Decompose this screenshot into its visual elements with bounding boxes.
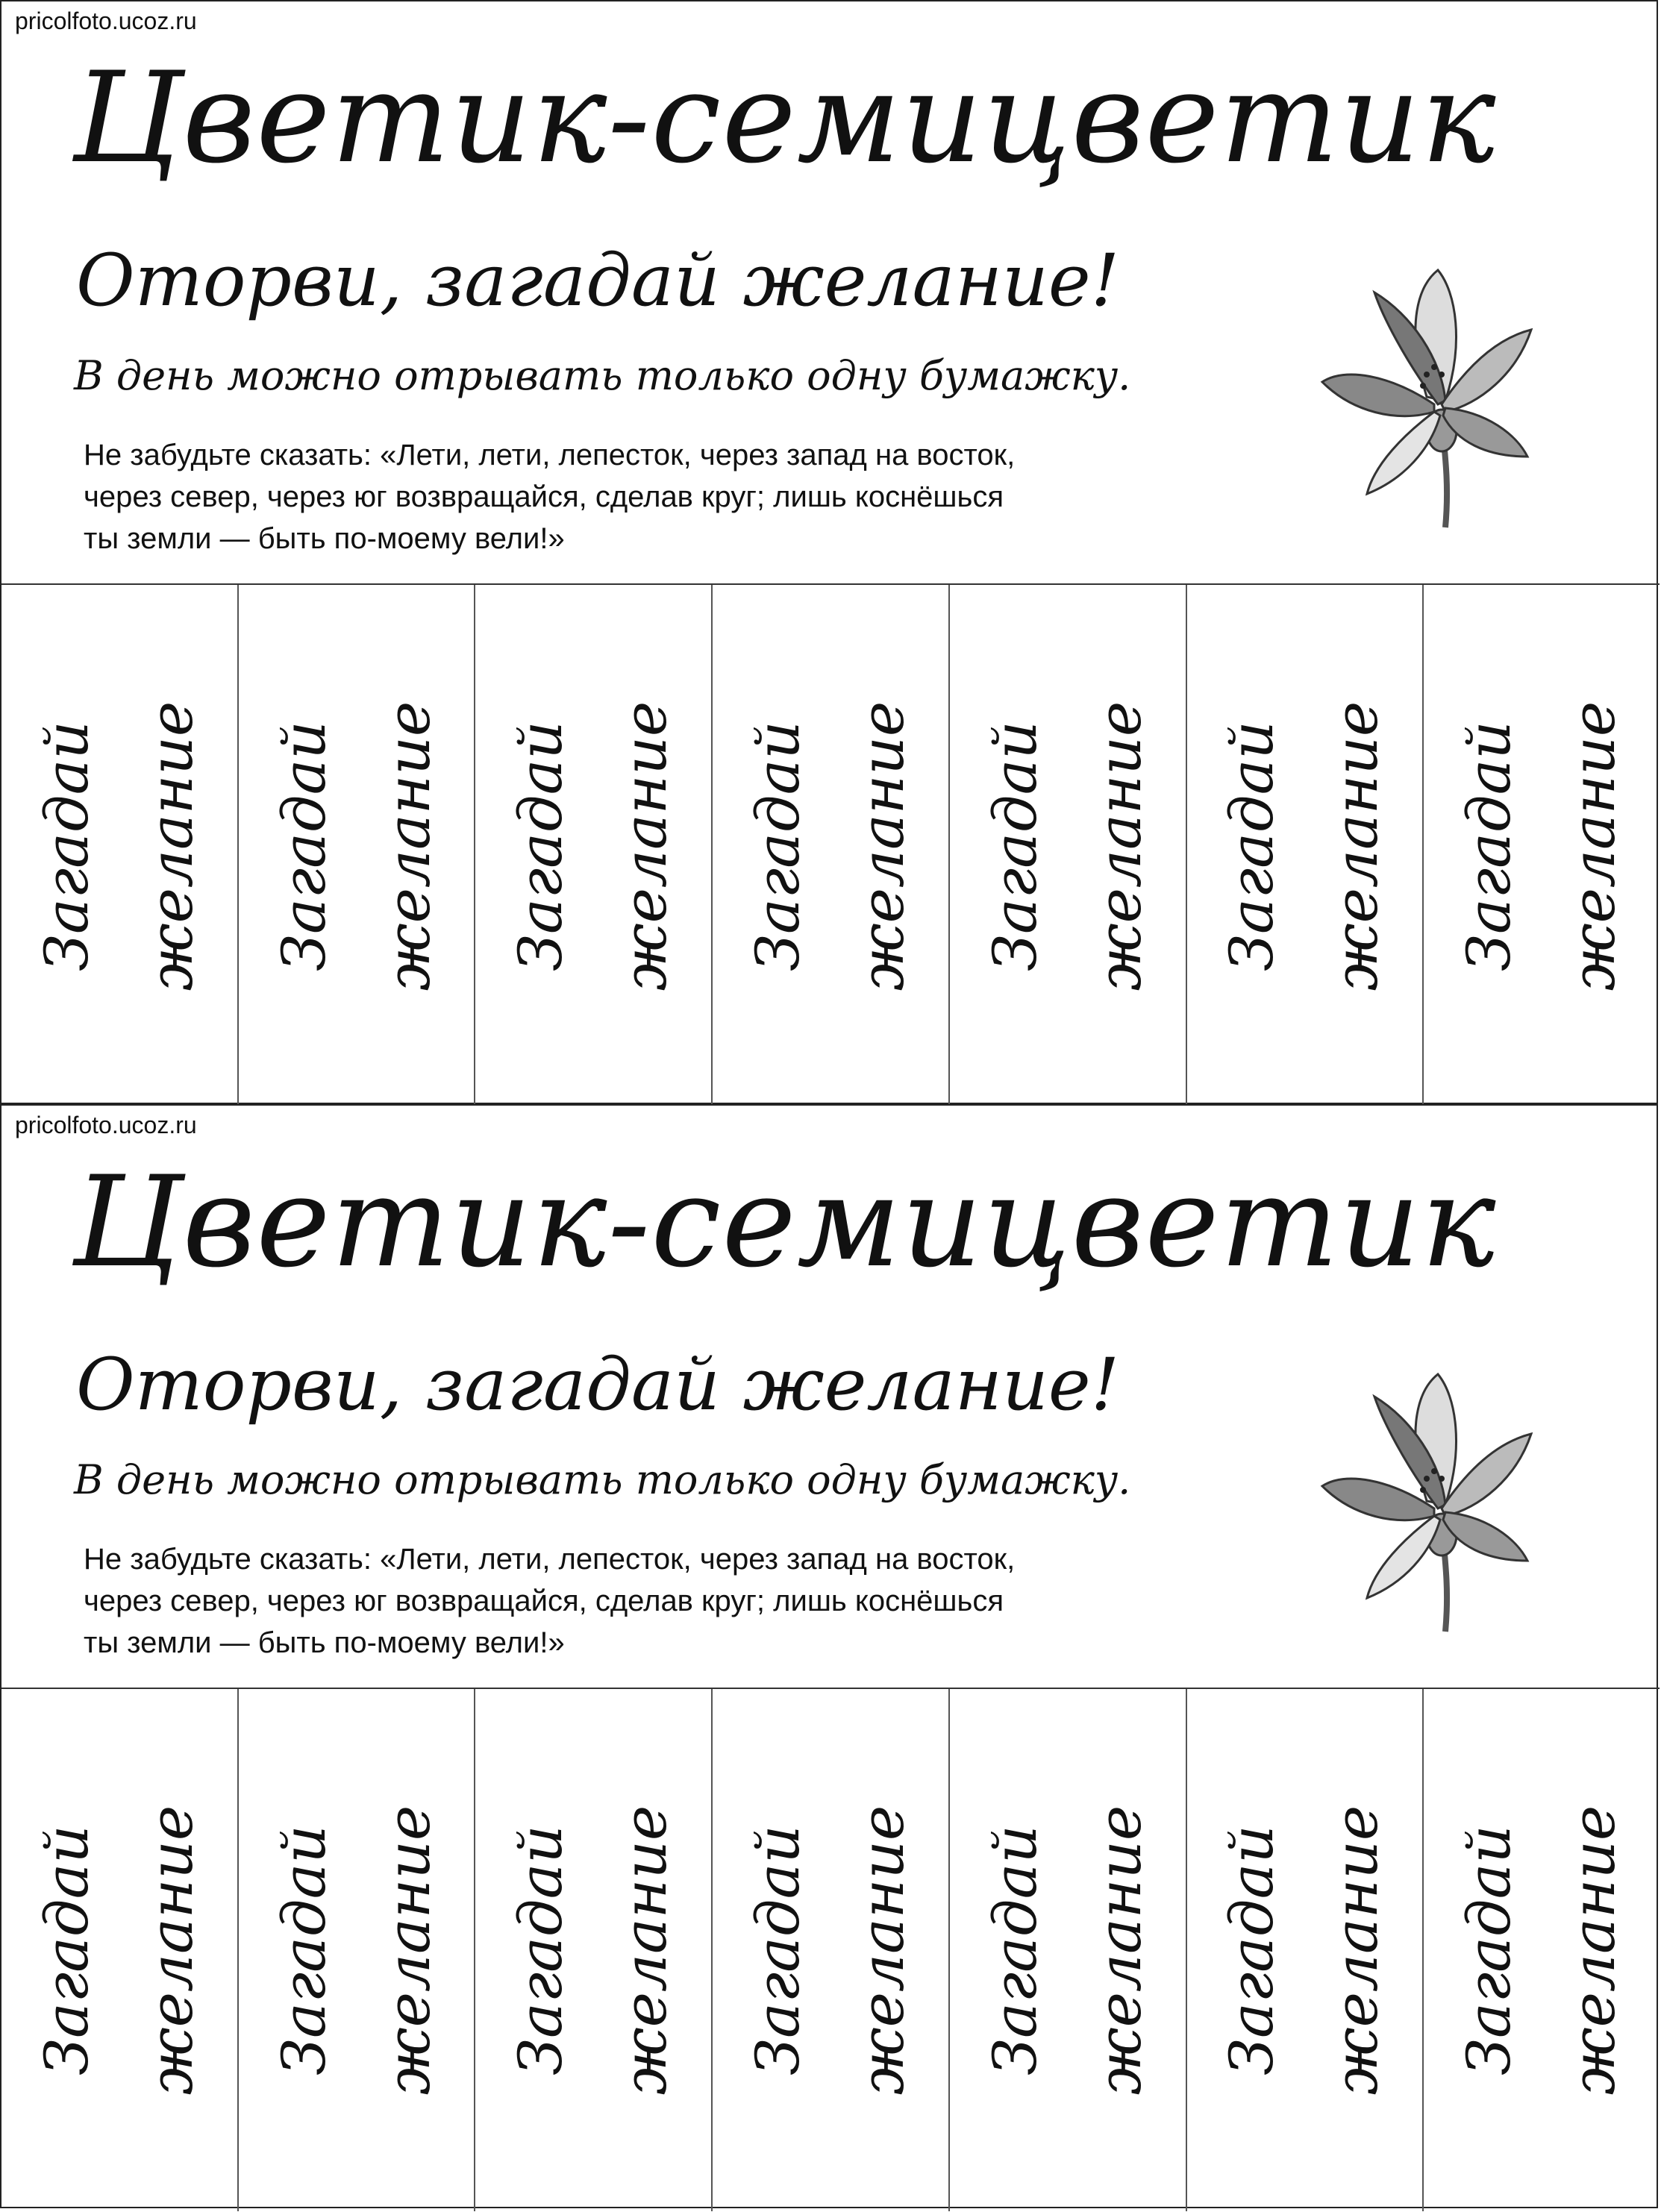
tear-off-tab[interactable] <box>474 585 711 1107</box>
tab-line-1: Загадай <box>980 721 1050 971</box>
tab-line-1: Загадай <box>269 1825 339 2075</box>
tab-line-1: Загадай <box>1217 721 1287 971</box>
flower-icon <box>1315 1367 1539 1635</box>
tear-off-tab[interactable] <box>711 1689 948 2211</box>
tear-off-tab[interactable] <box>237 1689 475 2211</box>
tab-line-2: желание <box>610 701 681 991</box>
instruction-line: через север, через юг возвращайся, сделав круг; лишь коснёшься <box>84 1585 1004 1617</box>
instruction-line: ты земли — быть по-моему вели!» <box>84 1626 565 1659</box>
tab-line-1: Загадай <box>506 1825 576 2075</box>
tab-line-1: Загадай <box>1454 721 1524 971</box>
tear-off-tab[interactable] <box>948 585 1186 1107</box>
flyer-note: В день можно отрывать только одну бумажку. <box>74 352 1131 399</box>
tab-text <box>1200 637 1409 1055</box>
tab-text <box>252 1741 461 2159</box>
tear-off-tab[interactable] <box>237 585 475 1107</box>
tab-text <box>1437 637 1646 1055</box>
tab-text <box>726 637 935 1055</box>
instruction-line: через север, через юг возвращайся, сделав круг; лишь коснёшься <box>84 480 1004 513</box>
tab-line-1: Загадай <box>269 721 339 971</box>
tab-text <box>15 637 224 1055</box>
tab-line-1: Загадай <box>980 1825 1050 2075</box>
tab-text <box>489 1741 698 2159</box>
tab-text <box>726 1741 935 2159</box>
tab-line-1: Загадай <box>743 1825 813 2075</box>
flyer-sheet-bottom <box>0 1104 1658 2208</box>
instruction-line: Не забудьте сказать: «Лети, лети, лепесток, через запад на восток, <box>84 1543 1016 1576</box>
tab-line-1: Загадай <box>1217 1825 1287 2075</box>
flyer-title: Цветик-семицветик <box>72 45 1497 191</box>
tear-off-tab[interactable] <box>1186 585 1423 1107</box>
flyer-note: В день можно отрывать только одну бумажку. <box>74 1456 1131 1503</box>
flyer-instructions <box>84 434 1188 560</box>
flyer-subtitle: Оторви, загадай желание! <box>76 239 1120 322</box>
tab-line-1: Загадай <box>31 1825 101 2075</box>
tab-line-2: желание <box>1559 1805 1629 2096</box>
flyer-sheet-top <box>0 0 1658 1104</box>
tab-line-2: желание <box>848 1805 918 2096</box>
tear-off-tab[interactable] <box>1186 1689 1423 2211</box>
tab-text <box>1437 1741 1646 2159</box>
tab-text <box>252 637 461 1055</box>
tab-line-2: желание <box>610 1805 681 2096</box>
flyer-instructions <box>84 1538 1188 1664</box>
tab-text <box>489 637 698 1055</box>
flower-icon <box>1315 263 1539 531</box>
tab-line-1: Загадай <box>743 721 813 971</box>
tab-line-2: желание <box>136 701 206 991</box>
instruction-line: ты земли — быть по-моему вели!» <box>84 522 565 555</box>
tear-off-tab[interactable] <box>1422 585 1660 1107</box>
tear-off-tab[interactable] <box>1422 1689 1660 2211</box>
tear-off-tab[interactable] <box>711 585 948 1107</box>
tab-line-2: желание <box>373 1805 443 2096</box>
tab-line-2: желание <box>1559 701 1629 991</box>
tear-off-tab[interactable] <box>474 1689 711 2211</box>
tab-line-2: желание <box>136 1805 206 2096</box>
tear-off-tab[interactable] <box>1 585 237 1107</box>
tear-off-tab[interactable] <box>1 1689 237 2211</box>
tab-line-1: Загадай <box>31 721 101 971</box>
tab-line-2: желание <box>1321 1805 1392 2096</box>
tab-text <box>963 637 1172 1055</box>
tear-off-tab[interactable] <box>948 1689 1186 2211</box>
tab-text <box>1200 1741 1409 2159</box>
tab-line-1: Загадай <box>506 721 576 971</box>
site-url: pricolfoto.ucoz.ru <box>15 7 197 34</box>
tab-line-2: желание <box>1084 1805 1154 2096</box>
tab-line-2: желание <box>373 701 443 991</box>
tab-line-2: желание <box>1084 701 1154 991</box>
tab-line-2: желание <box>1321 701 1392 991</box>
flyer-subtitle: Оторви, загадай желание! <box>76 1343 1120 1426</box>
site-url: pricolfoto.ucoz.ru <box>15 1112 197 1138</box>
tab-text <box>963 1741 1172 2159</box>
tear-off-tabs <box>1 1688 1660 2211</box>
flyer-title: Цветик-семицветик <box>72 1149 1497 1295</box>
tear-off-tabs <box>1 583 1660 1107</box>
tab-text <box>15 1741 224 2159</box>
tab-line-1: Загадай <box>1454 1825 1524 2075</box>
instruction-line: Не забудьте сказать: «Лети, лети, лепесток, через запад на восток, <box>84 439 1016 471</box>
tab-line-2: желание <box>848 701 918 991</box>
